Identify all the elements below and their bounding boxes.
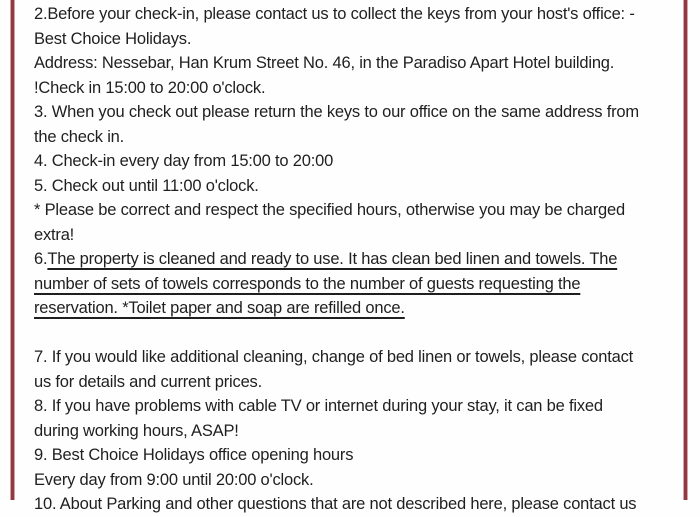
text-line <box>34 125 674 150</box>
text-line-content: 9. Best Choice Holidays office opening hours <box>34 446 354 464</box>
text-line <box>34 443 674 468</box>
text-line <box>34 272 674 297</box>
text-line <box>34 247 674 272</box>
text-line-content: during working hours, ASAP! <box>34 421 239 440</box>
text-line-content: Address: Nessebar, Han Krum Street No. 46, in the Paradiso Apart Hotel building. <box>34 54 615 72</box>
text-line <box>34 370 674 395</box>
text-line <box>34 51 674 76</box>
text-line <box>34 76 674 101</box>
text-line <box>34 174 674 199</box>
text-line <box>34 27 674 52</box>
text-line-number-prefix: 6. <box>34 250 48 268</box>
text-line-content: us for details and current prices. <box>34 372 262 391</box>
text-line-content: !Check in 15:00 to 20:00 o'clock. <box>34 78 266 97</box>
text-line <box>34 468 674 493</box>
text-line-content-underlined: number of sets of towels corresponds to the number of guests requesting the <box>34 274 581 293</box>
text-line <box>34 419 674 444</box>
text-line-content: Every day from 9:00 until 20:00 o'clock. <box>34 470 314 489</box>
text-line <box>34 394 674 419</box>
text-line-content: extra! <box>34 225 75 244</box>
text-line <box>34 198 674 223</box>
text-line <box>34 492 674 517</box>
document-body <box>34 2 674 517</box>
text-line-content: the check in. <box>34 127 125 146</box>
text-line-content: 7. If you would like additional cleaning, change of bed linen or towels, please contact <box>34 348 633 366</box>
text-line <box>34 2 674 27</box>
text-line-content: Best Choice Holidays. <box>34 29 192 48</box>
text-line <box>34 223 674 248</box>
text-line-content: 2.Before your check-in, please contact us to collect the keys from your host's office: - <box>34 5 635 23</box>
text-line-content-underlined: reservation. *Toilet paper and soap are refilled once. <box>34 299 405 317</box>
page-border-right <box>684 0 687 500</box>
text-line <box>34 100 674 125</box>
text-line-content-underlined: The property is cleaned and ready to use. It has clean bed linen and towels. The <box>47 250 618 268</box>
blank-line <box>34 321 674 346</box>
text-line-content: 10. About Parking and other questions that are not described here, please contact us <box>34 495 637 513</box>
text-line-content: 3. When you check out please return the keys to our office on the same address from <box>34 103 639 121</box>
text-line-content: 5. Check out until 11:00 o'clock. <box>34 176 259 195</box>
text-line <box>34 296 674 321</box>
page-border-left <box>11 0 14 500</box>
text-line-content: 8. If you have problems with cable TV or internet during your stay, it can be fixed <box>34 397 603 415</box>
text-line-content: * Please be correct and respect the specified hours, otherwise you may be charged <box>34 201 625 219</box>
text-line <box>34 149 674 174</box>
text-line <box>34 345 674 370</box>
text-line-content: 4. Check-in every day from 15:00 to 20:00 <box>34 152 334 170</box>
